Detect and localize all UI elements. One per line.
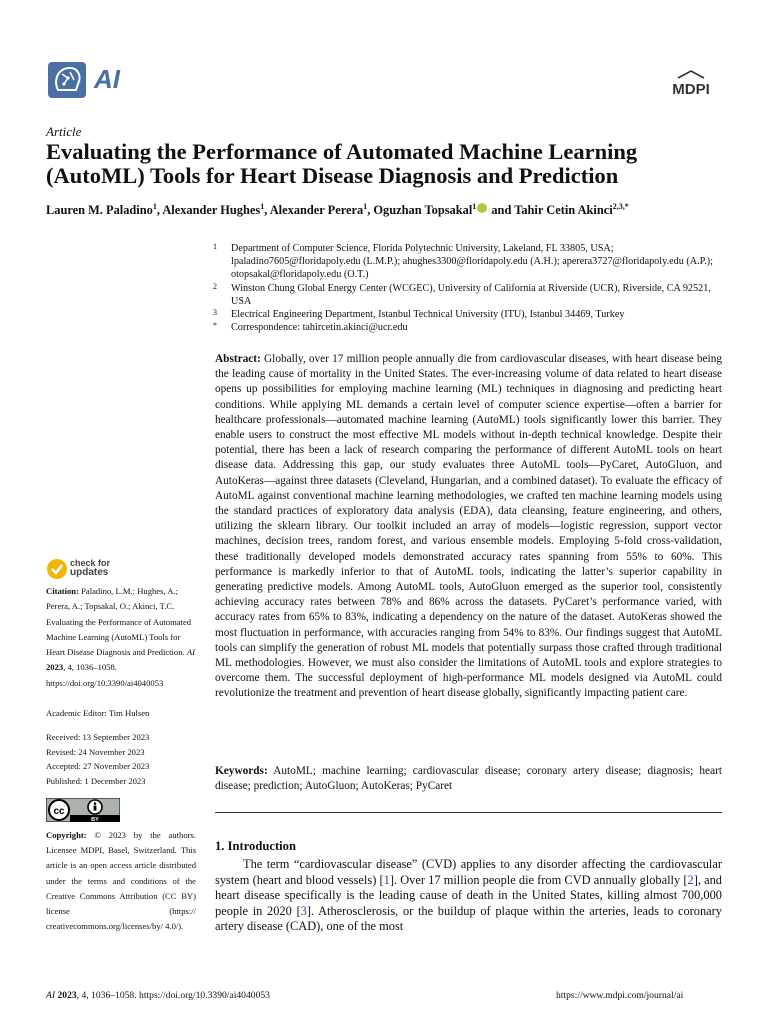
- affiliation-text: Correspondence: tahircetin.akinci@ucr.edu: [231, 322, 408, 334]
- footer-journal-url[interactable]: https://www.mdpi.com/journal/ai: [556, 990, 684, 1001]
- affiliation-mark: *: [213, 321, 217, 331]
- abstract-label: Abstract:: [215, 353, 261, 365]
- author-affiliation-mark: 2,3,*: [612, 202, 629, 211]
- affiliation-item: [210, 308, 730, 321]
- author-separator: and: [488, 203, 515, 218]
- affiliation-item: [210, 321, 730, 334]
- author-name: Oguzhan Topsakal: [373, 203, 473, 218]
- author-name: Alexander Perera: [269, 203, 364, 218]
- copyright: Copyright: © 2023 by the authors. Licensee MDPI, Basel, Switzerland. This article is an open access article distributed under the terms and conditions of the Creative Commons Attribution (CC BY) license (https:// creativecommons.org/licenses/by/ 4.0/).: [46, 830, 196, 932]
- check-for-updates[interactable]: check for updates: [70, 558, 111, 578]
- date-accepted: Accepted: 27 November 2023: [46, 761, 150, 772]
- article-type: Article: [46, 124, 82, 139]
- intro-heading: 1. Introduction: [215, 839, 296, 853]
- author-separator: ,: [367, 203, 374, 218]
- affiliation-mark: 1: [213, 242, 217, 251]
- keywords-text: AutoML; machine learning; cardiovascular disease; coronary artery disease; diagnosis; heart disease; prediction; AutoGluon; AutoKeras; PyCaret: [215, 765, 722, 793]
- author-separator: ,: [156, 203, 163, 218]
- article-dates: [46, 730, 149, 788]
- date-published: Published: 1 December 2023: [46, 775, 146, 786]
- author-list: [46, 202, 736, 218]
- footer-citation: AI 2023, 4, 1036–1058. https://doi.org/10.3390/ai4040053: [46, 990, 270, 1001]
- abstract-text: Globally, over 17 million people annually die from cardiovascular diseases, with heart disease being the leading cause of mortality in the United States. The ever-increasing volume of data related to heart disease opens up possibilities for employing machine learning (ML) techniques in diagnosing and predicting heart conditions. While applying ML demands a certain level of computer science expertise—often a barrier for healthcare professionals—automated machine learning (AutoML) tools significantly lower this barrier. They enable users to construct the most effective ML models without in-depth technical knowledge. Despite their potential, there has been a lack of research comparing the performance of different AutoML tools on heart disease data. Addressing this gap, our study evaluates three AutoML tools—PyCaret, AutoGluon, and AutoKeras—against three datasets (Cleveland, Hungarian, and a combined dataset). To evaluate the efficacy of AutoML against conventional machine learning methodologies, we crafted ten machine learning models using the standard practices of exploratory data analysis (EDA), data cleansing, feature engineering, and others, utilizing the sklearn library. Our toolkit included an array of models—logistic regression, support vector machines, decision trees, random forest, and various ensemble models. Employing 5-fold cross-validation, these traditionally developed models demonstrated accuracy rates spanning from 55% to 60%. This performance is markedly inferior to that of AutoML tools, indicating the latter’s superior capability in generating predictive models. Among AutoML tools, AutoGluon emerged as the superior tool, consistently achieving accuracy rates between 78% and 86% across the datasets. PyCaret’s performance varied, with accuracy rates from 65% to 83%, indicating a dependency on the nature of the dataset. AutoKeras showed the most fluctuation in performance, with accuracies ranging from 54% to 83%. Our findings suggest that AutoML tools can simplify the generation of robust ML models that potentially surpass those crafted through traditional ML methodologies. However, we must also consider the limitations of AutoML tools and explore strategies to overcome them. The successful deployment of high-performance ML models designed via AutoML could revolutionize the treatment and prevention of heart disease globally, significantly impacting patient care.: [215, 353, 722, 700]
- intro-paragraph: The term “cardiovascular disease” (CVD) applies to any disorder affecting the cardiovascular system (heart and blood vessels) [1]. Over 17 million people die from CVD annually globally [2], and heart disease specifically is the leading cause of death in the United States, killing almost 700,000 people in 2020 [3]. Atherosclerosis, or the buildup of plaque within the arteries, leads to coronary artery disease (CAD), one of the most: [215, 857, 723, 934]
- affiliation-text: Electrical Engineering Department, Istanbul Technical University (ITU), Istanbul 34469, Turkey: [231, 309, 625, 321]
- section-divider: [215, 812, 722, 813]
- academic-editor: Academic Editor: Tim Hulsen: [46, 708, 150, 718]
- author-affiliation-mark: 1: [152, 202, 157, 211]
- author-affiliation-mark: 1: [260, 202, 265, 211]
- paper-title: Evaluating the Performance of Automated Machine Learning (AutoML) Tools for Heart Disease Diagnosis and Prediction: [46, 139, 638, 188]
- abstract: [215, 352, 722, 702]
- cc-by-label: BY: [91, 817, 99, 822]
- reference-link[interactable]: 2: [687, 872, 694, 887]
- date-revised: Revised: 24 November 2023: [46, 746, 145, 757]
- author-name: Alexander Hughes: [162, 203, 261, 218]
- author-affiliation-mark: 1: [472, 202, 477, 211]
- publisher-name: MDPI: [672, 81, 710, 98]
- journal-name: AI: [94, 64, 120, 94]
- affiliation-mark: 3: [213, 308, 217, 318]
- affiliation-item: [210, 282, 730, 308]
- journal-logo-icon: [46, 60, 90, 100]
- affiliation-mark: 2: [213, 281, 217, 291]
- date-received: Received: 13 September 2023: [46, 732, 150, 742]
- author-affiliation-mark: 1: [363, 202, 368, 211]
- reference-link[interactable]: 1: [383, 872, 390, 887]
- keywords-label: Keywords:: [215, 765, 268, 777]
- svg-text:cc: cc: [53, 806, 65, 817]
- mdpi-logo-icon[interactable]: [660, 70, 722, 100]
- affiliation-text: Department of Computer Science, Florida Polytechnic University, Lakeland, FL 33805, USA; lpaladino7605@floridapoly.edu (L.M.P.); ahughes3300@floridapoly.edu (A.H.); aperera3727@floridapoly.edu (A.P.); otopsakal@floridapoly.edu (O.T.): [231, 243, 713, 281]
- affiliation-item: [210, 242, 730, 282]
- affiliation-text: Winston Chung Global Energy Center (WCGEC), University of California at Riverside (UCR), Riverside, CA 92521, USA: [231, 282, 711, 307]
- keywords: [215, 764, 722, 794]
- cc-by-license-icon[interactable]: [46, 798, 120, 822]
- author-name: Lauren M. Paladino: [46, 203, 153, 218]
- author-name: Tahir Cetin Akinci: [514, 203, 613, 218]
- citation: Citation: Paladino, L.M.; Hughes, A.; Perera, A.; Topsakal, O.; Akinci, T.C. Evaluating the Performance of Automated Machine Learning (AutoML) Tools for Heart Disease Diagnosis and Prediction. AI 2023, 4, 1036–1058. https://doi.org/10.3390/ai4040053: [46, 586, 195, 688]
- check-for-updates-icon[interactable]: [46, 558, 68, 580]
- affiliations: [210, 242, 730, 334]
- reference-link[interactable]: 3: [300, 903, 307, 918]
- orcid-icon[interactable]: [477, 203, 487, 213]
- author-separator: ,: [264, 203, 270, 218]
